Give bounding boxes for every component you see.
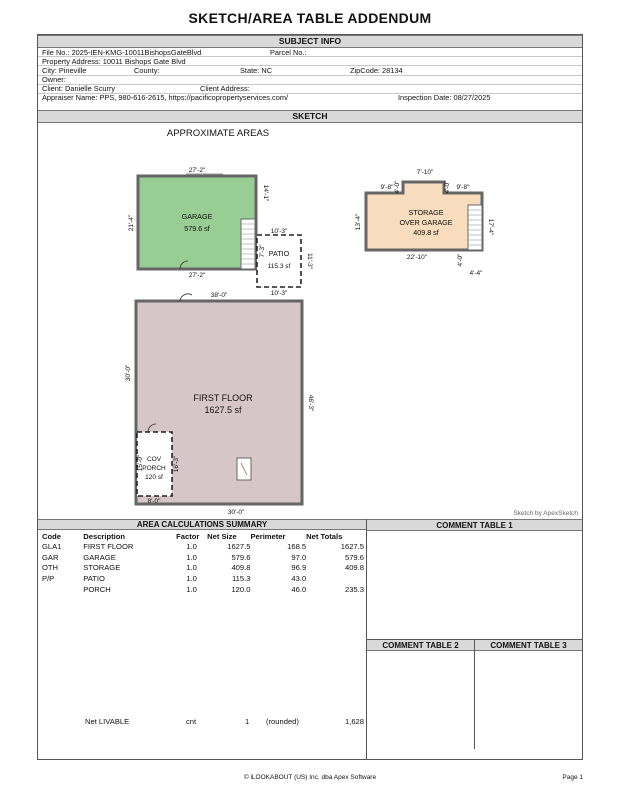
storage-left-dim: 13'-4"	[355, 213, 362, 231]
net-livable-total: 1,628	[344, 717, 364, 726]
owner: Owner:	[42, 75, 66, 85]
property-address: Property Address: 10011 Bishops Gate Blvd	[42, 56, 186, 66]
porch-right-dim: 16'-3"	[173, 455, 180, 473]
cell-code: P/P	[42, 573, 55, 583]
cell-description: FIRST FLOOR	[83, 541, 134, 551]
comment-table-3-header: COMMENT TABLE 3	[475, 639, 582, 651]
porch-label-2: PORCH	[142, 465, 166, 472]
first-floor-area: 1627.5 sf	[204, 405, 242, 415]
cell-net-size: 409.8	[231, 563, 251, 573]
cell-factor: 1.0	[186, 584, 197, 594]
cell-net-size: 579.6	[231, 552, 251, 562]
cell-description: PATIO	[83, 573, 105, 583]
client: Client: Danielle Scurry	[42, 84, 116, 94]
storage-label-1: STORAGE	[408, 208, 444, 217]
col-description: Description	[83, 531, 126, 541]
cell-net-total: 579.6	[344, 552, 364, 562]
cell-net-total: 409.8	[344, 563, 364, 573]
table-row	[42, 562, 364, 573]
garage-right-dim: 14'-1"	[262, 184, 269, 202]
table-row	[42, 541, 364, 552]
garage-bottom-dim: 27'-2"	[188, 272, 206, 279]
net-livable-count: 1	[245, 717, 250, 726]
storage-label-2: OVER GARAGE	[399, 218, 453, 227]
patio-area: 115.3 sf	[267, 263, 291, 270]
client-address: Client Address:	[200, 84, 250, 94]
first-floor-label: FIRST FLOOR	[193, 393, 253, 403]
cell-code	[42, 584, 83, 595]
comment-vertical-divider	[474, 639, 475, 749]
cell-description: PORCH	[83, 584, 111, 594]
garage-top-dim: 27'-2"	[188, 167, 206, 174]
storage-stairs	[468, 205, 482, 250]
col-net-size: Net Size	[207, 531, 237, 541]
area-calc-header-row	[42, 531, 364, 541]
first-floor-left-dim: 30'-0"	[125, 364, 132, 382]
cell-description: STORAGE	[83, 563, 121, 573]
area-calc-table	[42, 531, 364, 594]
cell-factor: 1.0	[186, 563, 197, 573]
sketch-credit: Sketch by ApexSketch	[513, 510, 578, 517]
storage-stair-w-dim: 4'-4"	[469, 270, 483, 277]
col-code: Code	[42, 531, 61, 541]
cell-code: GLA1	[42, 541, 62, 551]
storage-right-dim: 17'-4"	[487, 218, 494, 236]
file-no: File No.: 2025-IEN-KMG-10011BishopsGateBlvd	[42, 47, 202, 57]
cell-description: GARAGE	[83, 552, 116, 562]
col-net-totals: Net Totals	[306, 531, 343, 541]
storage-top-dim: 7'-10"	[416, 169, 434, 176]
porch-label-1: COV	[146, 456, 162, 463]
cell-net-size: 115.3	[232, 573, 251, 583]
garage-room	[138, 176, 256, 269]
cell-code: GAR	[42, 552, 59, 562]
net-livable-label: Net LIVABLE	[85, 717, 130, 726]
info-row-address	[38, 57, 582, 66]
area-calc-header: AREA CALCULATIONS SUMMARY	[38, 519, 366, 530]
storage-notch-left-dim: 4'-0"	[394, 180, 401, 194]
cell-factor: 1.0	[186, 573, 197, 583]
storage-stair-h-dim: 4'-0"	[457, 253, 464, 267]
cell-factor: 1.0	[186, 541, 197, 551]
comment-table-1-header: COMMENT TABLE 1	[367, 519, 582, 531]
storage-area: 409.8 sf	[413, 228, 439, 237]
net-livable-note: (rounded)	[266, 717, 299, 726]
info-row-owner	[38, 76, 582, 85]
cell-net-total	[306, 573, 364, 584]
storage-top-right-dim: 9'-8"	[456, 184, 470, 191]
cell-perimeter: 97.0	[291, 552, 307, 562]
storage-notch-right-dim: 4'-0"	[444, 180, 451, 194]
cell-perimeter: 46.0	[291, 584, 307, 594]
cell-code: OTH	[42, 563, 59, 573]
county: County:	[134, 65, 160, 75]
state: State: NC	[240, 65, 273, 75]
porch-area: 120 sf	[145, 474, 163, 481]
porch-bottom-dim: 8'-0"	[147, 498, 161, 505]
col-factor: Factor	[176, 531, 200, 541]
city: City: Pineville	[42, 65, 87, 75]
subject-info-header: SUBJECT INFO	[38, 35, 582, 48]
appraiser: Appraiser Name: PPS, 980-616-2615, https://pacificopropertyservices.com/	[42, 93, 289, 103]
inspection-date: Inspection Date: 08/27/2025	[398, 93, 491, 103]
cell-perimeter: 43.0	[291, 573, 307, 583]
col-perimeter: Perimeter	[250, 531, 286, 541]
patio-label: PATIO	[268, 249, 290, 258]
info-row-file	[38, 48, 582, 57]
first-floor-bottom-dim: 30'-0"	[227, 509, 245, 516]
comment-table-2-header: COMMENT TABLE 2	[367, 639, 475, 651]
patio-left-dim: 7'-3"	[259, 244, 266, 258]
first-floor-top-dim: 38'-0"	[210, 292, 228, 299]
subject-info	[38, 48, 582, 103]
sketch-area	[38, 123, 582, 519]
cell-perimeter: 96.9	[291, 563, 307, 573]
first-floor-right-dim: 46'-3"	[307, 394, 314, 412]
storage-bottom-dim: 22'-10"	[406, 254, 428, 261]
garage-left-dim: 21'-4"	[128, 214, 135, 232]
cell-factor: 1.0	[186, 552, 197, 562]
cell-net-size: 1627.5	[227, 541, 251, 551]
area-calculations	[38, 519, 367, 760]
cell-net-total: 1627.5	[340, 541, 364, 551]
net-livable-unit: cnt	[186, 717, 197, 726]
info-row-appraiser	[38, 94, 582, 103]
patio-right-dim: 11'-3"	[306, 252, 313, 270]
addendum-frame	[37, 34, 583, 760]
table-row	[42, 552, 364, 563]
cell-perimeter: 168.5	[287, 541, 307, 551]
zip-code: ZipCode: 28134	[350, 65, 403, 75]
patio-top-dim: 10'-3"	[270, 228, 288, 235]
cell-net-size: 120.0	[231, 584, 251, 594]
table-row	[42, 573, 364, 584]
table-row	[42, 584, 364, 595]
parcel-no: Parcel No.:	[270, 47, 307, 57]
page-title: SKETCH/AREA TABLE ADDENDUM	[188, 10, 432, 26]
porch-left-dim: 15'-0"	[137, 454, 144, 472]
sketch-header: SKETCH	[38, 110, 582, 123]
floor-plan-sketch	[38, 123, 582, 519]
storage-top-left-dim: 9'-8"	[380, 184, 394, 191]
page-number: Page 1	[562, 774, 583, 781]
approximate-areas-heading: APPROXIMATE AREAS	[166, 128, 270, 139]
patio-bottom-dim: 10'-3"	[270, 290, 288, 297]
cell-net-total: 235.3	[344, 584, 364, 594]
footer-copyright: © iLOOKABOUT (US) Inc. dba Apex Software	[243, 774, 377, 781]
garage-area: 579.6 sf	[184, 224, 210, 233]
info-row-city	[38, 66, 582, 75]
garage-label: GARAGE	[181, 212, 213, 221]
patio-room	[257, 235, 301, 287]
